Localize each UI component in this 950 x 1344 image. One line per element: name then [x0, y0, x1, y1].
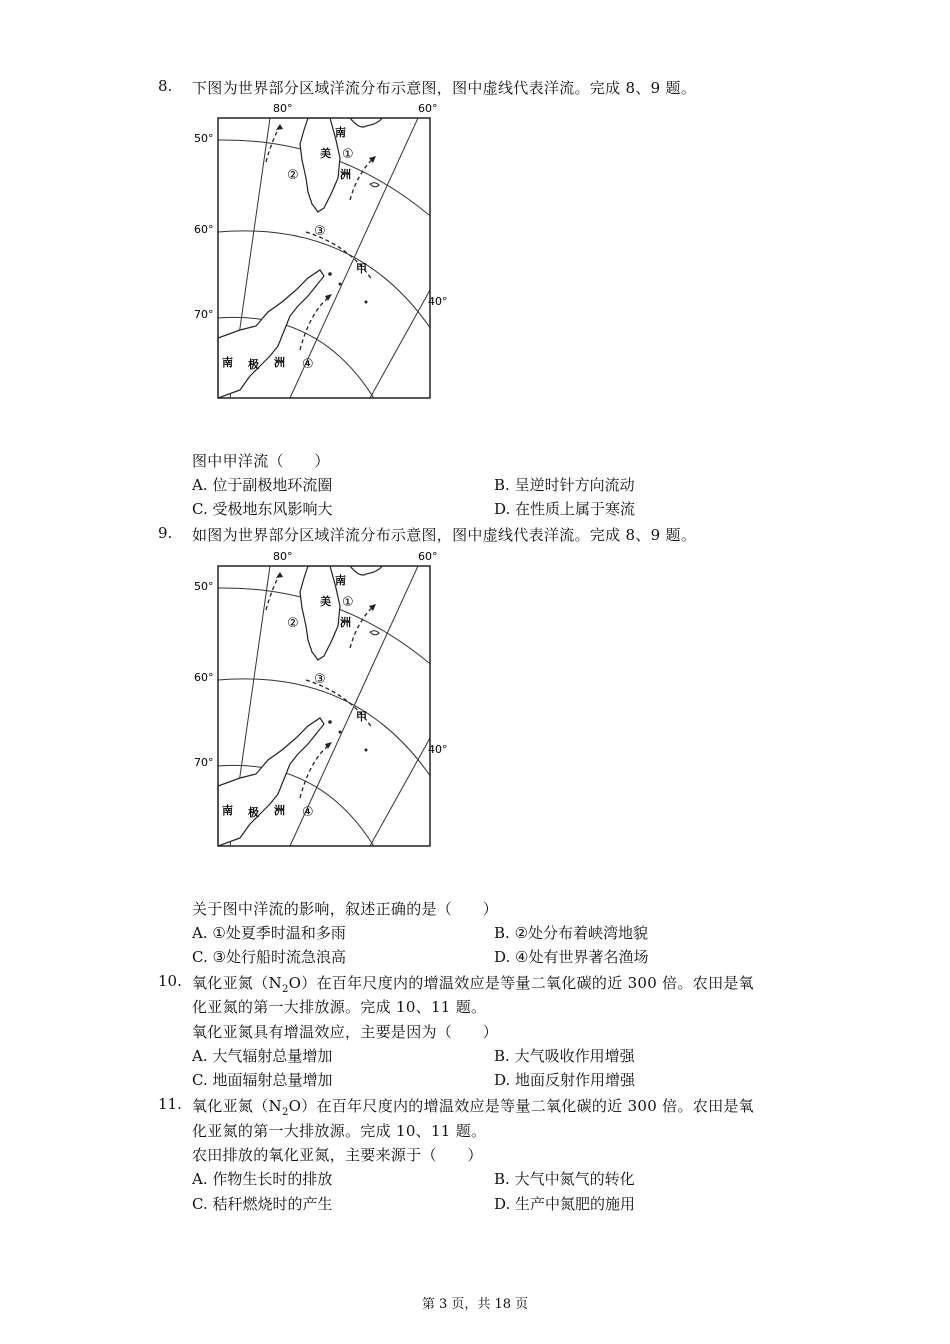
q8-option-b[interactable] [494, 474, 635, 495]
label-antarctica-3: 洲 [274, 356, 285, 369]
q9-option-b[interactable] [494, 922, 648, 943]
option-label: B. [494, 924, 510, 942]
marker-2: ② [287, 616, 299, 631]
marker-3: ③ [314, 672, 326, 687]
falkland-islands [370, 183, 379, 187]
marker-4: ④ [302, 805, 314, 820]
marker-3: ③ [314, 224, 326, 239]
option-text: 生产中氮肥的施用 [515, 1195, 636, 1213]
label-antarctica-1: 南 [222, 356, 233, 369]
current-east-sa [350, 158, 374, 200]
label-antarctica-2: 极 [248, 806, 259, 819]
q9-option-d[interactable] [494, 946, 649, 967]
q9-option-c[interactable] [192, 946, 346, 967]
option-text: 作物生长时的排放 [212, 1170, 333, 1188]
option-text: 秸秆燃烧时的产生 [212, 1195, 333, 1213]
subscript: 2 [281, 1107, 289, 1118]
question-10-stem-line1 [192, 972, 754, 995]
q10-option-d[interactable] [494, 1069, 635, 1090]
lon-label-80: 80° [273, 102, 293, 115]
q11-option-a[interactable] [192, 1168, 332, 1189]
label-south-america-3: 洲 [340, 616, 351, 629]
option-text: 地面反射作用增强 [515, 1071, 636, 1089]
lat-label-70: 70° [194, 756, 214, 769]
option-text: ②处分布着峡湾地貌 [514, 924, 649, 942]
question-8-stem: 下图为世界部分区域洋流分布示意图，图中虚线代表洋流。完成 8、9 题。 [192, 79, 697, 97]
marker-1: ① [342, 147, 354, 162]
current-east-sa [350, 606, 374, 648]
page-footer: 第 3 页，共 18 页 [421, 1297, 529, 1312]
q8-option-a[interactable] [192, 474, 332, 495]
lon-label-60: 60° [418, 102, 438, 115]
option-label: A. [192, 1170, 208, 1188]
stem-text: 氧化亚氮（N [192, 974, 282, 992]
south-america-landmass [300, 566, 340, 660]
option-label: B. [494, 476, 510, 494]
option-label: A. [192, 476, 208, 494]
question-11-prompt: 农田排放的氧化亚氮，主要来源于（ ） [192, 1146, 483, 1164]
q10-option-b[interactable] [494, 1045, 635, 1066]
lon-label-80: 80° [273, 550, 293, 563]
lon-label-40: 40° [428, 743, 448, 756]
option-text: 大气中氮气的转化 [514, 1170, 635, 1188]
question-9-prompt: 关于图中洋流的影响，叙述正确的是（ ） [192, 900, 499, 918]
option-text: 位于副极地环流圈 [212, 476, 333, 494]
label-jia-current: 甲 [356, 710, 367, 723]
q8-option-d[interactable] [494, 498, 635, 519]
ocean-current-map-svg [190, 100, 448, 400]
q10-option-a[interactable] [192, 1045, 332, 1066]
label-south-america-2: 美 [320, 595, 331, 608]
question-10-number: 10. [158, 972, 182, 990]
question-11-stem-line1 [192, 1095, 754, 1118]
option-label: D. [494, 1071, 511, 1089]
option-label: D. [494, 500, 511, 518]
option-label: B. [494, 1170, 510, 1188]
question-8-map [190, 100, 448, 404]
ocean-current-map-svg [190, 548, 448, 848]
question-11-number: 11. [158, 1095, 182, 1113]
option-label: D. [494, 948, 511, 966]
option-text: 呈逆时针方向流动 [514, 476, 635, 494]
option-label: C. [192, 500, 208, 518]
stem-text: O）在百年尺度内的增温效应是等量二氧化碳的近 300 倍。农田是氧 [288, 974, 754, 992]
question-8-number: 8. [158, 77, 173, 95]
option-label: A. [192, 924, 208, 942]
question-10-stem-line2: 化亚氮的第一大排放源。完成 10、11 题。 [192, 998, 487, 1016]
stem-text: O）在百年尺度内的增温效应是等量二氧化碳的近 300 倍。农田是氧 [288, 1097, 754, 1115]
option-text: 受极地东风影响大 [212, 500, 333, 518]
label-jia-current: 甲 [356, 262, 367, 275]
lon-label-40: 40° [428, 295, 448, 308]
label-south-america-1: 南 [335, 574, 346, 587]
option-label: C. [192, 948, 208, 966]
option-label: B. [494, 1047, 510, 1065]
q11-option-b[interactable] [494, 1168, 635, 1189]
lat-label-60: 60° [194, 671, 214, 684]
option-label: C. [192, 1071, 208, 1089]
label-antarctica-1: 南 [222, 804, 233, 817]
option-label: D. [494, 1195, 511, 1213]
option-text: ④处有世界著名渔场 [515, 948, 649, 966]
lat-label-60: 60° [194, 223, 214, 236]
q11-option-c[interactable] [192, 1193, 333, 1214]
option-label: A. [192, 1047, 208, 1065]
stem-text: 氧化亚氮（N [192, 1097, 282, 1115]
lat-label-50: 50° [194, 132, 214, 145]
label-south-america-3: 洲 [340, 168, 351, 181]
question-11-stem-line2: 化亚氮的第一大排放源。完成 10、11 题。 [192, 1122, 487, 1140]
q9-option-a[interactable] [192, 922, 346, 943]
question-9-map [190, 548, 448, 852]
label-antarctica-3: 洲 [274, 804, 285, 817]
option-text: ③处行船时流急浪高 [212, 948, 346, 966]
south-america-landmass [300, 118, 340, 212]
option-text: ①处夏季时温和多雨 [212, 924, 346, 942]
option-text: 地面辐射总量增加 [212, 1071, 333, 1089]
marker-2: ② [287, 168, 299, 183]
current-antarctic [300, 744, 330, 798]
question-8-prompt: 图中甲洋流（ ） [192, 452, 330, 470]
q11-option-d[interactable] [494, 1193, 635, 1214]
subscript: 2 [281, 984, 289, 995]
question-10-prompt: 氧化亚氮具有增温效应，主要是因为（ ） [192, 1023, 499, 1041]
q10-option-c[interactable] [192, 1069, 333, 1090]
q8-option-c[interactable] [192, 498, 333, 519]
option-label: C. [192, 1195, 208, 1213]
option-text: 大气辐射总量增加 [212, 1047, 333, 1065]
lat-label-70: 70° [194, 308, 214, 321]
question-9-stem: 如图为世界部分区域洋流分布示意图，图中虚线代表洋流。完成 8、9 题。 [192, 526, 697, 544]
option-text: 在性质上属于寒流 [515, 500, 636, 518]
marker-4: ④ [302, 357, 314, 372]
option-text: 大气吸收作用增强 [514, 1047, 635, 1065]
label-south-america-1: 南 [335, 126, 346, 139]
question-9-number: 9. [158, 524, 173, 542]
lat-label-50: 50° [194, 580, 214, 593]
current-antarctic [300, 296, 330, 350]
marker-1: ① [342, 595, 354, 610]
lon-label-60: 60° [418, 550, 438, 563]
label-antarctica-2: 极 [248, 358, 259, 371]
label-south-america-2: 美 [320, 147, 331, 160]
falkland-islands [370, 631, 379, 635]
